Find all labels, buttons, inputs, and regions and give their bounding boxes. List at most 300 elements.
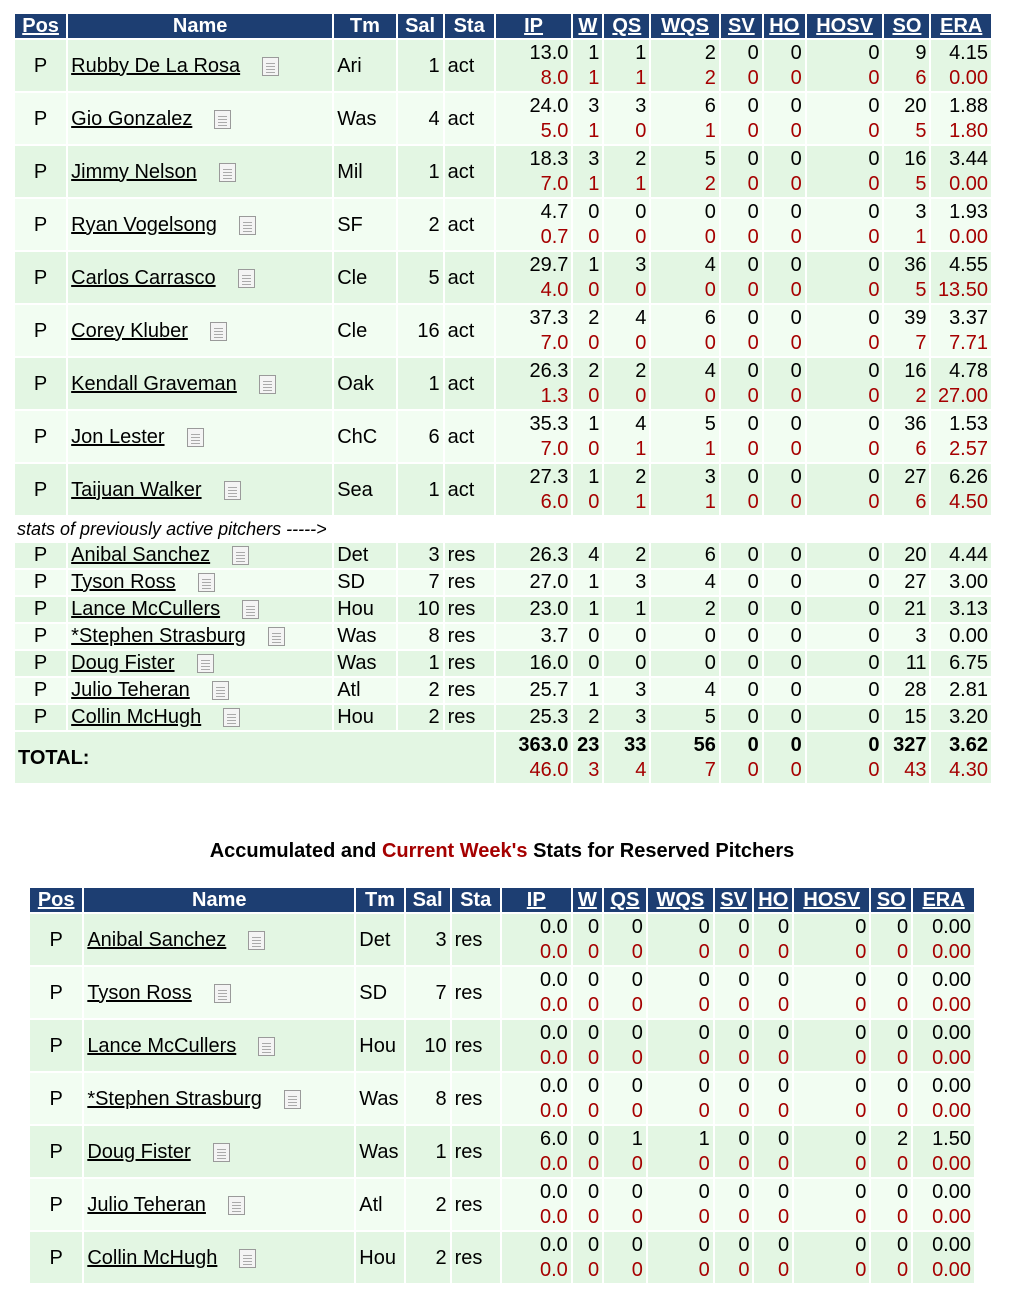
- player-name-link[interactable]: Kendall Graveman: [71, 372, 237, 395]
- current-week-value: 0.7: [540, 225, 569, 248]
- current-week-value: 0: [704, 384, 716, 407]
- player-name-link[interactable]: Tyson Ross: [71, 571, 176, 593]
- stat-stack: [797, 968, 866, 1018]
- stat-stack: [499, 306, 569, 356]
- position-cell: P: [15, 358, 66, 409]
- stat-qs-cell: [604, 464, 649, 515]
- stat-ho-cell: 0: [764, 705, 805, 730]
- note-icon[interactable]: [223, 708, 240, 727]
- stat-stack: [576, 1127, 599, 1177]
- player-name-link[interactable]: Julio Teheran: [87, 1193, 206, 1216]
- column-header-ho[interactable]: [754, 888, 792, 912]
- column-header-label: WQS: [661, 14, 709, 37]
- note-icon[interactable]: [228, 1196, 245, 1215]
- accumulated-total: 3.62: [949, 733, 988, 756]
- player-row: [15, 199, 991, 250]
- stat-stack: [718, 915, 750, 965]
- accumulated-value: 39: [904, 306, 927, 329]
- player-name-link[interactable]: Jon Lester: [71, 425, 165, 448]
- salary-cell: 10: [406, 1020, 450, 1071]
- note-icon[interactable]: [262, 57, 279, 76]
- column-header-sv[interactable]: [715, 888, 753, 912]
- stat-ho-cell: [754, 1073, 792, 1124]
- stat-stack: [797, 1127, 866, 1177]
- player-name-link[interactable]: Collin McHugh: [71, 706, 202, 728]
- status-cell: res: [445, 705, 494, 730]
- status-cell: res: [452, 1073, 500, 1124]
- player-name-link[interactable]: Taijuan Walker: [71, 478, 202, 501]
- current-week-value: 0: [868, 119, 880, 142]
- player-row: [15, 570, 991, 595]
- player-row: [15, 651, 991, 676]
- stat-qs-cell: [604, 252, 649, 303]
- column-header-sv[interactable]: [721, 14, 762, 38]
- stat-stack: [767, 733, 802, 783]
- current-week-value: 1: [704, 437, 716, 460]
- stat-hosv-cell: [794, 967, 869, 1018]
- player-name-link[interactable]: Ryan Vogelsong: [71, 213, 217, 236]
- stat-wqs-cell: 4: [651, 678, 719, 703]
- current-week-value: 0: [790, 278, 802, 301]
- stat-qs-cell: 0: [604, 624, 649, 649]
- stat-era-cell: [931, 358, 991, 409]
- accumulated-value: 1.93: [949, 200, 988, 223]
- accumulated-value: 0: [631, 1180, 643, 1203]
- stat-stack: [724, 147, 759, 197]
- accumulated-value: 1: [588, 412, 600, 435]
- stat-so-cell: [884, 411, 929, 462]
- note-icon[interactable]: [198, 573, 215, 592]
- current-week-value: 0: [747, 437, 759, 460]
- stat-stack: [651, 968, 710, 1018]
- note-icon[interactable]: [187, 428, 204, 447]
- stat-stack: [576, 968, 599, 1018]
- note-icon[interactable]: [258, 1037, 275, 1056]
- player-name-cell: [84, 1232, 354, 1283]
- current-week-value: 0: [588, 225, 600, 248]
- player-name-cell: [68, 146, 332, 197]
- total-hosv-cell: [807, 732, 883, 783]
- current-week-value: 0: [698, 1205, 710, 1228]
- player-name-link[interactable]: Tyson Ross: [87, 981, 192, 1004]
- accumulated-value: 1.53: [949, 412, 988, 435]
- player-name-cell: [68, 705, 332, 730]
- current-week-value: 1: [704, 119, 716, 142]
- current-week-value: 4.0: [540, 278, 569, 301]
- note-icon[interactable]: [214, 110, 231, 129]
- column-header-w[interactable]: [573, 14, 602, 38]
- note-icon[interactable]: [212, 681, 229, 700]
- accumulated-value: 24.0: [529, 94, 569, 117]
- stat-w-cell: [573, 1020, 602, 1071]
- current-week-value: 0: [897, 993, 909, 1016]
- stat-stack: [576, 41, 599, 91]
- accumulated-value: 0: [738, 1021, 750, 1044]
- stat-stack: [797, 1021, 866, 1071]
- accumulated-value: 4.55: [949, 253, 988, 276]
- team-cell: Atl: [356, 1179, 403, 1230]
- current-week-total: 0: [747, 758, 759, 781]
- stat-stack: [934, 465, 988, 515]
- stat-so-cell: 15: [884, 705, 929, 730]
- stat-stack: [887, 200, 926, 250]
- note-icon[interactable]: [239, 216, 256, 235]
- player-name-link[interactable]: Carlos Carrasco: [71, 266, 216, 289]
- accumulated-value: 4.78: [949, 359, 988, 382]
- current-week-value: 0: [868, 437, 880, 460]
- stat-stack: [576, 94, 599, 144]
- stat-stack: [757, 968, 789, 1018]
- accumulated-value: 0: [698, 915, 710, 938]
- stat-stack: [934, 94, 988, 144]
- player-name-link[interactable]: *Stephen Strasburg: [71, 625, 246, 647]
- column-header-qs[interactable]: [604, 14, 649, 38]
- note-icon[interactable]: [239, 1249, 256, 1268]
- column-header-so[interactable]: [884, 14, 929, 38]
- player-row: [15, 624, 991, 649]
- status-cell: act: [445, 93, 494, 144]
- current-week-value: 0: [897, 1205, 909, 1228]
- player-name-link[interactable]: Anibal Sanchez: [87, 928, 227, 951]
- stat-stack: [887, 412, 926, 462]
- column-header-ho[interactable]: [764, 14, 805, 38]
- column-header-hosv[interactable]: [807, 14, 883, 38]
- accumulated-value: 4: [635, 306, 647, 329]
- stat-ip-cell: [496, 305, 572, 356]
- stat-stack: [757, 1127, 789, 1177]
- stat-ip-cell: [502, 914, 571, 965]
- stat-stack: [505, 1074, 568, 1124]
- stat-era-cell: 3.00: [931, 570, 991, 595]
- stat-stack: [505, 1127, 568, 1177]
- current-week-value: 1.80: [949, 119, 988, 142]
- position-cell: P: [15, 570, 66, 595]
- stat-stack: [654, 359, 716, 409]
- stat-wqs-cell: 0: [651, 624, 719, 649]
- team-cell: SD: [356, 967, 403, 1018]
- note-icon[interactable]: [259, 375, 276, 394]
- stat-stack: [576, 412, 599, 462]
- current-week-value: 0: [738, 1099, 750, 1122]
- status-cell: act: [445, 305, 494, 356]
- player-name-cell: [68, 597, 332, 622]
- stat-w-cell: [573, 914, 602, 965]
- accumulated-value: 0: [790, 253, 802, 276]
- stat-stack: [499, 147, 569, 197]
- player-row: [15, 40, 991, 91]
- current-week-value: 7.71: [949, 331, 988, 354]
- stat-so-cell: [871, 914, 911, 965]
- accumulated-value: 0: [855, 1233, 867, 1256]
- column-header-hosv[interactable]: [794, 888, 869, 912]
- current-week-value: 7.0: [540, 437, 569, 460]
- column-header-ip[interactable]: [496, 14, 572, 38]
- stat-hosv-cell: [794, 1232, 869, 1283]
- column-header-wqs[interactable]: [651, 14, 719, 38]
- accumulated-value: 0.0: [539, 1180, 568, 1203]
- note-icon[interactable]: [210, 322, 227, 341]
- team-cell: Mil: [334, 146, 395, 197]
- stat-so-cell: 28: [884, 678, 929, 703]
- note-icon[interactable]: [242, 600, 259, 619]
- stat-stack: [757, 1074, 789, 1124]
- current-week-value: 0: [747, 172, 759, 195]
- column-header-era[interactable]: [931, 14, 991, 38]
- current-week-value: 0: [868, 278, 880, 301]
- accumulated-value: 0: [868, 359, 880, 382]
- stat-so-cell: 3: [884, 624, 929, 649]
- player-name-cell: [84, 1179, 354, 1230]
- stat-ho-cell: 0: [764, 543, 805, 568]
- note-icon[interactable]: [224, 481, 241, 500]
- accumulated-value: 0.00: [932, 915, 971, 938]
- stat-ip-cell: 27.0: [496, 570, 572, 595]
- note-icon[interactable]: [197, 654, 214, 673]
- accumulated-value: 6: [704, 306, 716, 329]
- accumulated-value: 0: [588, 200, 600, 223]
- position-cell: P: [15, 252, 66, 303]
- note-icon[interactable]: [213, 1143, 230, 1162]
- current-week-value: 0: [587, 1205, 600, 1228]
- stat-so-cell: [871, 1073, 911, 1124]
- stat-era-cell: 3.20: [931, 705, 991, 730]
- stat-ho-cell: [764, 464, 805, 515]
- stat-stack: [499, 733, 569, 783]
- accumulated-value: 2: [588, 359, 600, 382]
- salary-cell: 1: [398, 464, 443, 515]
- stat-w-cell: [573, 199, 602, 250]
- heading-text-reserved: Stats for Reserved Pitchers: [527, 840, 795, 862]
- accumulated-value: 3.44: [949, 147, 988, 170]
- current-week-value: 0: [790, 384, 802, 407]
- accumulated-value: 0: [747, 465, 759, 488]
- column-header-qs[interactable]: [604, 888, 646, 912]
- accumulated-value: 0: [698, 968, 710, 991]
- stat-era-cell: 4.44: [931, 543, 991, 568]
- stat-ho-cell: [754, 967, 792, 1018]
- player-name-link[interactable]: Lance McCullers: [87, 1034, 237, 1057]
- accumulated-value: 0.0: [539, 915, 568, 938]
- stat-sv-cell: [721, 464, 762, 515]
- stat-stack: [607, 1180, 643, 1230]
- stat-era-cell: 2.81: [931, 678, 991, 703]
- stat-stack: [607, 1233, 643, 1283]
- status-cell: act: [445, 464, 494, 515]
- accumulated-value: 0: [897, 1180, 909, 1203]
- stat-sv-cell: 0: [721, 597, 762, 622]
- player-name-link[interactable]: Jimmy Nelson: [71, 160, 197, 183]
- stat-so-cell: [884, 146, 929, 197]
- total-era-cell: [931, 732, 991, 783]
- column-header-pos[interactable]: [15, 14, 66, 38]
- player-name-link[interactable]: Lance McCullers: [71, 598, 221, 620]
- current-week-value: 0: [868, 331, 880, 354]
- current-week-value: 0: [747, 384, 759, 407]
- accumulated-value: 0: [587, 1127, 600, 1150]
- stat-ip-cell: 16.0: [496, 651, 572, 676]
- player-name-link[interactable]: Anibal Sanchez: [71, 544, 211, 566]
- current-week-value: 2.57: [949, 437, 988, 460]
- current-week-total: 0: [868, 758, 880, 781]
- stat-sv-cell: [715, 1126, 753, 1177]
- stat-ip-cell: [502, 1126, 571, 1177]
- stat-stack: [651, 915, 710, 965]
- stat-hosv-cell: 0: [807, 624, 883, 649]
- salary-cell: 1: [398, 40, 443, 91]
- current-week-value: 0: [698, 940, 710, 963]
- accumulated-value: 0: [738, 915, 750, 938]
- stat-w-cell: [573, 1179, 602, 1230]
- current-week-value: 0: [855, 993, 867, 1016]
- player-name-link[interactable]: Doug Fister: [71, 652, 175, 674]
- stat-qs-cell: 3: [604, 705, 649, 730]
- note-icon[interactable]: [284, 1090, 301, 1109]
- stat-era-cell: 3.13: [931, 597, 991, 622]
- player-name-cell: [84, 1126, 354, 1177]
- player-row: [30, 1179, 974, 1230]
- stat-stack: [576, 147, 599, 197]
- stat-qs-cell: [604, 1126, 646, 1177]
- stat-stack: [757, 915, 789, 965]
- column-header-label: Pos: [37, 888, 75, 911]
- player-row: [30, 1073, 974, 1124]
- stat-stack: [607, 915, 643, 965]
- stat-stack: [718, 1233, 750, 1283]
- note-icon[interactable]: [238, 269, 255, 288]
- accumulated-value: 0: [790, 41, 802, 64]
- accumulated-value: 1: [588, 253, 600, 276]
- stat-wqs-cell: [651, 464, 719, 515]
- accumulated-value: 0: [790, 94, 802, 117]
- accumulated-value: 0: [897, 1074, 909, 1097]
- stat-stack: [767, 359, 802, 409]
- column-header-wqs[interactable]: [648, 888, 713, 912]
- player-name-link[interactable]: Gio Gonzalez: [71, 107, 193, 130]
- player-name-link[interactable]: Rubby De La Rosa: [71, 54, 241, 77]
- current-week-value: 0: [747, 225, 759, 248]
- current-week-value: 0: [897, 940, 909, 963]
- salary-cell: 8: [406, 1073, 450, 1124]
- accumulated-total: 363.0: [518, 733, 569, 756]
- team-cell: Det: [356, 914, 403, 965]
- note-icon[interactable]: [248, 931, 265, 950]
- stat-ip-cell: [496, 146, 572, 197]
- current-week-value: 1: [635, 490, 647, 513]
- position-cell: P: [30, 1126, 82, 1177]
- stat-so-cell: [871, 967, 911, 1018]
- stat-stack: [757, 1233, 789, 1283]
- stat-stack: [916, 1233, 971, 1283]
- accumulated-value: 1.88: [949, 94, 988, 117]
- player-name-link[interactable]: Doug Fister: [87, 1140, 191, 1163]
- accumulated-total: 23: [577, 733, 600, 756]
- accumulated-value: 0: [698, 1233, 710, 1256]
- current-week-value: 6: [915, 437, 927, 460]
- stat-ip-cell: 25.3: [496, 705, 572, 730]
- player-name-cell: [68, 93, 332, 144]
- accumulated-value: 0: [747, 359, 759, 382]
- player-name-link[interactable]: Corey Kluber: [71, 319, 188, 342]
- accumulated-value: 27.3: [529, 465, 569, 488]
- player-name-link[interactable]: Julio Teheran: [71, 679, 190, 701]
- current-week-value: 0: [868, 225, 880, 248]
- stat-stack: [887, 306, 926, 356]
- stat-wqs-cell: [648, 1073, 713, 1124]
- current-week-value: 0: [738, 1046, 750, 1069]
- stat-ho-cell: [764, 358, 805, 409]
- position-cell: P: [15, 411, 66, 462]
- note-icon[interactable]: [232, 546, 249, 565]
- accumulated-value: 0: [855, 1180, 867, 1203]
- current-week-value: 0: [698, 1258, 710, 1281]
- stat-wqs-cell: [648, 1126, 713, 1177]
- current-week-value: 0: [587, 1258, 600, 1281]
- stat-so-cell: 20: [884, 543, 929, 568]
- team-cell: Was: [334, 93, 395, 144]
- column-header-era[interactable]: [913, 888, 974, 912]
- player-row: [15, 543, 991, 568]
- player-name-cell: [68, 199, 332, 250]
- current-week-value: 0: [635, 384, 647, 407]
- accumulated-value: 0: [587, 968, 600, 991]
- note-icon[interactable]: [268, 627, 285, 646]
- stat-ip-cell: [502, 1232, 571, 1283]
- stat-era-cell: [931, 252, 991, 303]
- column-header-w[interactable]: [573, 888, 602, 912]
- current-week-value: 0: [777, 940, 790, 963]
- player-name-link[interactable]: Collin McHugh: [87, 1246, 218, 1269]
- current-week-value: 0: [635, 278, 647, 301]
- stat-stack: [607, 465, 646, 515]
- stat-w-cell: 4: [573, 543, 602, 568]
- stat-era-cell: [931, 40, 991, 91]
- stat-so-cell: [884, 305, 929, 356]
- stat-stack: [724, 94, 759, 144]
- player-row: [15, 678, 991, 703]
- player-row: [30, 967, 974, 1018]
- accumulated-value: 0: [868, 253, 880, 276]
- current-week-value: 0.00: [932, 940, 971, 963]
- accumulated-value: 1: [588, 465, 600, 488]
- stat-wqs-cell: [651, 199, 719, 250]
- player-name-link[interactable]: *Stephen Strasburg: [87, 1087, 262, 1110]
- column-header-ip[interactable]: [502, 888, 571, 912]
- stat-qs-cell: [604, 967, 646, 1018]
- stat-stack: [718, 1127, 750, 1177]
- accumulated-value: 0.0: [539, 1021, 568, 1044]
- stat-stack: [757, 1180, 789, 1230]
- accumulated-value: 2: [635, 359, 647, 382]
- current-week-value: 0: [635, 119, 647, 142]
- salary-cell: 2: [406, 1232, 450, 1283]
- position-cell: P: [15, 597, 66, 622]
- team-cell: Hou: [356, 1020, 403, 1071]
- column-header-label: IP: [524, 14, 544, 37]
- column-header-pos[interactable]: [30, 888, 82, 912]
- stat-stack: [887, 41, 926, 91]
- stat-w-cell: 2: [573, 705, 602, 730]
- current-week-value: 0: [704, 331, 716, 354]
- column-header-so[interactable]: [871, 888, 911, 912]
- player-row: [30, 1232, 974, 1283]
- stat-stack: [499, 465, 569, 515]
- note-icon[interactable]: [214, 984, 231, 1003]
- stat-stack: [916, 1074, 971, 1124]
- note-icon[interactable]: [219, 163, 236, 182]
- current-week-value: 0: [855, 1258, 867, 1281]
- accumulated-value: 16: [904, 359, 927, 382]
- stat-era-cell: [913, 914, 974, 965]
